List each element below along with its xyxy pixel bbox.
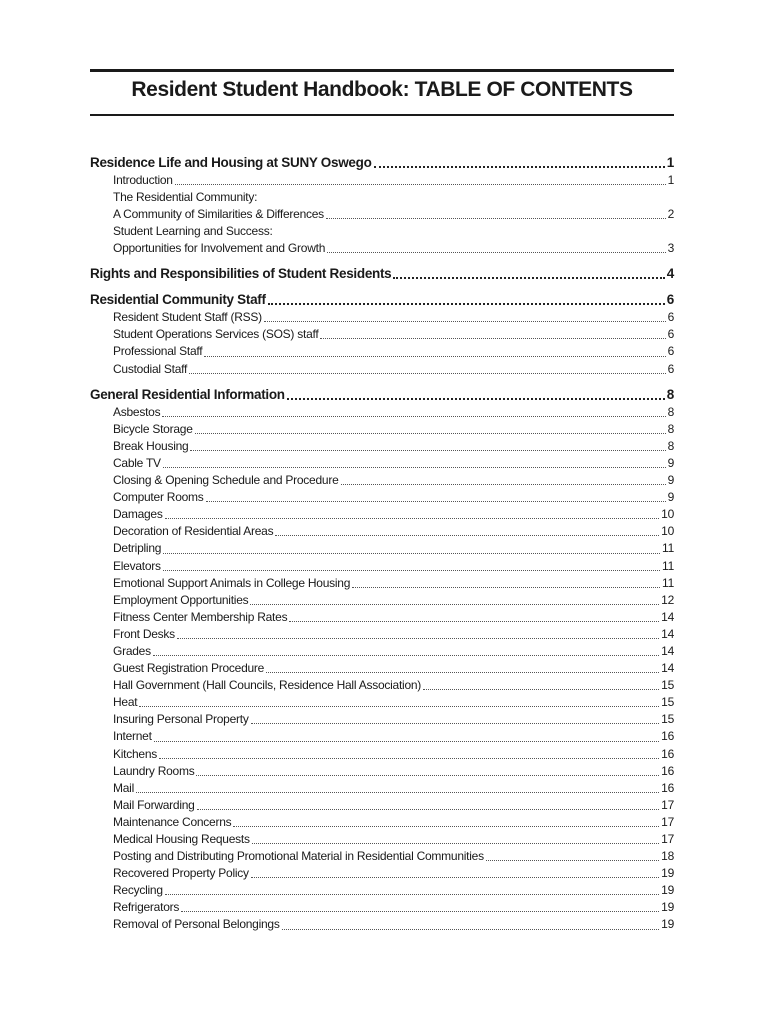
toc-entry-title: Medical Housing Requests: [113, 832, 250, 846]
toc-entry-title: Student Operations Services (SOS) staff: [113, 327, 319, 342]
toc-entry-title: Front Desks: [113, 626, 175, 641]
toc-entry[interactable]: [90, 865, 674, 882]
toc-entry[interactable]: [90, 540, 674, 557]
toc-entry-title: Student Learning and Success:: [113, 224, 273, 239]
toc-entry-title: Computer Rooms: [113, 490, 204, 505]
toc-entry-title: Fitness Center Membership Rates: [113, 609, 288, 624]
toc-entry-title: Guest Registration Procedure: [113, 661, 265, 676]
toc-entry[interactable]: [90, 677, 674, 694]
toc-entry[interactable]: [90, 309, 674, 326]
bottom-rule: [90, 114, 674, 116]
toc-section[interactable]: [90, 154, 674, 172]
toc-entry-title: Opportunities for Involvement and Growth: [113, 241, 326, 256]
toc-subsection-list: [90, 309, 674, 377]
toc-section-title: Rights and Responsibilities of Student Residents: [90, 266, 392, 282]
toc-entry-title: Refrigerators: [113, 900, 180, 915]
toc-entry[interactable]: [90, 882, 674, 899]
toc-leader: [154, 741, 659, 742]
toc-entry-page: 1: [667, 173, 674, 187]
toc-leader: [266, 672, 659, 673]
toc-entry[interactable]: [90, 558, 674, 575]
toc-entry[interactable]: [90, 899, 674, 916]
toc-leader: [251, 877, 659, 878]
toc-entry[interactable]: [90, 240, 674, 257]
toc-entry-title: Removal of Personal Belongings: [113, 917, 280, 932]
toc-leader: [282, 929, 660, 930]
toc-entry[interactable]: [90, 660, 674, 677]
toc-entry-page: 8: [667, 438, 674, 453]
toc-entry[interactable]: [90, 575, 674, 592]
toc-leader: [252, 843, 659, 844]
toc-leader: [136, 792, 659, 793]
toc-entry-title: Insuring Personal Property: [113, 712, 249, 727]
toc-entry[interactable]: [90, 523, 674, 540]
toc-entry[interactable]: [90, 438, 674, 455]
toc-entry-title: Bicycle Storage: [113, 421, 193, 436]
toc-entry-page: 14: [661, 661, 674, 676]
table-of-contents: [90, 154, 674, 934]
toc-leader: [196, 775, 659, 776]
toc-entry-title: Mail: [113, 780, 135, 795]
toc-leader: [206, 501, 666, 502]
toc-entry-title: Kitchens: [113, 746, 158, 761]
toc-leader: [165, 518, 660, 519]
toc-section-title: Residence Life and Housing at SUNY Oswego: [90, 155, 372, 170]
toc-entry[interactable]: [90, 763, 674, 780]
toc-entry[interactable]: [90, 472, 674, 489]
toc-entry-page: 16: [661, 763, 674, 778]
toc-entry-title: Mail Forwarding: [113, 797, 195, 812]
toc-entry-title: A Community of Similarities & Differences: [113, 207, 324, 222]
toc-section-page: 8: [666, 386, 674, 402]
toc-leader: [190, 450, 665, 451]
toc-leader: [326, 218, 666, 219]
toc-entry-title: Professional Staff: [113, 344, 203, 359]
toc-leader: [423, 689, 659, 690]
toc-entry[interactable]: [90, 609, 674, 626]
toc-entry-page: 19: [661, 900, 674, 915]
toc-entry-page: 18: [661, 849, 674, 864]
toc-section[interactable]: [90, 291, 674, 309]
toc-entry-page: 16: [661, 780, 674, 795]
toc-entry-page: 14: [661, 643, 674, 658]
toc-entry[interactable]: [90, 455, 674, 472]
toc-entry[interactable]: [90, 361, 674, 378]
toc-entry-page: 10: [661, 507, 674, 522]
toc-entry[interactable]: [90, 780, 674, 797]
toc-entry-page: 9: [667, 455, 674, 470]
toc-leader: [327, 252, 665, 253]
toc-entry[interactable]: [90, 643, 674, 660]
toc-entry[interactable]: [90, 592, 674, 609]
toc-entry-page: 8: [667, 404, 674, 419]
toc-entry-title: Introduction: [113, 173, 173, 187]
toc-leader: [374, 166, 665, 168]
toc-entry[interactable]: [90, 746, 674, 763]
toc-entry[interactable]: [90, 916, 674, 933]
toc-section[interactable]: [90, 386, 674, 404]
toc-leader: [264, 321, 666, 322]
toc-entry-title: Heat: [113, 695, 138, 710]
toc-entry-title: Asbestos: [113, 404, 161, 419]
toc-leader: [139, 706, 659, 707]
toc-entry-page: 9: [667, 490, 674, 505]
toc-entry[interactable]: [90, 404, 674, 421]
toc-entry-title: Resident Student Staff (RSS): [113, 310, 262, 325]
toc-entry-heading: [90, 189, 674, 206]
toc-entry-title: Internet: [113, 729, 152, 744]
toc-entry-title: Decoration of Residential Areas: [113, 524, 274, 539]
toc-entry-title: Maintenance Concerns: [113, 814, 232, 829]
toc-entry-page: 10: [661, 524, 674, 539]
toc-entry-page: 16: [661, 729, 674, 744]
toc-leader: [320, 338, 665, 339]
toc-entry-page: 17: [661, 832, 674, 846]
toc-entry-title: Emotional Support Animals in College Housing: [113, 575, 351, 590]
toc-entry-page: 11: [662, 558, 674, 573]
toc-leader: [486, 860, 659, 861]
toc-leader: [163, 553, 660, 554]
toc-entry-title: Cable TV: [113, 455, 161, 470]
toc-leader: [153, 655, 659, 656]
toc-entry[interactable]: [90, 506, 674, 523]
toc-entry-page: 14: [661, 609, 674, 624]
toc-entry-page: 19: [661, 917, 674, 932]
toc-section-page: 4: [666, 266, 674, 282]
toc-entry-title: Custodial Staff: [113, 361, 188, 376]
toc-entry[interactable]: [90, 848, 674, 865]
toc-entry-title: Laundry Rooms: [113, 763, 195, 778]
toc-entry-page: 3: [667, 241, 674, 256]
toc-entry[interactable]: [90, 626, 674, 643]
top-rule: [90, 69, 674, 72]
toc-leader: [268, 303, 665, 305]
toc-leader: [250, 604, 659, 605]
toc-entry[interactable]: [90, 206, 674, 223]
toc-entry-title: Hall Government (Hall Councils, Residence Hall Association): [113, 678, 422, 693]
toc-entry[interactable]: [90, 814, 674, 831]
toc-leader: [163, 467, 666, 468]
toc-subsection-list: [90, 404, 674, 934]
toc-leader: [289, 621, 659, 622]
toc-entry[interactable]: [90, 343, 674, 360]
toc-leader: [177, 638, 659, 639]
page-title: Resident Student Handbook: TABLE OF CONTENTS: [131, 78, 633, 101]
toc-leader: [189, 373, 665, 374]
toc-entry[interactable]: [90, 489, 674, 506]
toc-entry-page: 11: [662, 575, 674, 590]
toc-entry-page: 17: [661, 814, 674, 829]
toc-leader: [163, 570, 660, 571]
toc-entry[interactable]: [90, 172, 674, 189]
toc-leader: [251, 723, 660, 724]
toc-entry-title: Recycling: [113, 883, 163, 898]
toc-entry[interactable]: [90, 421, 674, 438]
toc-leader: [195, 433, 666, 434]
toc-leader: [204, 356, 665, 357]
toc-entry-page: 6: [667, 361, 674, 376]
toc-entry-page: 2: [667, 207, 674, 222]
toc-entry-page: 15: [661, 712, 674, 727]
toc-entry-title: Damages: [113, 507, 163, 522]
toc-leader: [275, 535, 659, 536]
toc-leader: [233, 826, 659, 827]
toc-section-page: 1: [666, 155, 674, 170]
toc-section-title: General Residential Information: [90, 386, 285, 402]
toc-entry-page: 6: [667, 327, 674, 342]
toc-leader: [175, 184, 666, 185]
toc-leader: [165, 894, 659, 895]
toc-entry[interactable]: [90, 326, 674, 343]
toc-section[interactable]: [90, 265, 674, 283]
toc-entry-title: The Residential Community:: [113, 190, 258, 205]
toc-entry-title: Grades: [113, 643, 151, 658]
toc-entry-page: 11: [662, 541, 674, 556]
toc-entry[interactable]: [90, 797, 674, 814]
toc-leader: [352, 587, 660, 588]
toc-entry-page: 12: [661, 592, 674, 607]
toc-entry-page: 16: [661, 746, 674, 761]
toc-leader: [162, 416, 665, 417]
toc-entry-title: Closing & Opening Schedule and Procedure: [113, 473, 339, 488]
toc-entry-title: Posting and Distributing Promotional Material in Residential Communities: [113, 849, 484, 864]
toc-entry-page: 9: [667, 473, 674, 488]
toc-entry-page: 17: [661, 797, 674, 812]
toc-entry[interactable]: [90, 711, 674, 728]
toc-section-title: Residential Community Staff: [90, 292, 266, 308]
toc-entry[interactable]: [90, 831, 674, 848]
toc-entry-title: Employment Opportunities: [113, 592, 249, 607]
toc-entry-title: Elevators: [113, 558, 161, 573]
toc-leader: [287, 398, 665, 400]
toc-entry[interactable]: [90, 728, 674, 745]
toc-entry-page: 15: [661, 695, 674, 710]
toc-leader: [341, 484, 666, 485]
toc-entry-page: 14: [661, 626, 674, 641]
toc-entry[interactable]: [90, 694, 674, 711]
toc-entry-title: Break Housing: [113, 438, 189, 453]
toc-entry-page: 6: [667, 310, 674, 325]
toc-leader: [181, 911, 659, 912]
toc-leader: [197, 809, 660, 810]
toc-entry-page: 8: [667, 421, 674, 436]
toc-entry-page: 19: [661, 883, 674, 898]
toc-entry-title: Recovered Property Policy: [113, 866, 249, 881]
toc-entry-page: 6: [667, 344, 674, 359]
toc-section-page: 6: [666, 292, 674, 308]
toc-leader: [393, 277, 664, 279]
toc-entry-page: 15: [661, 678, 674, 693]
toc-entry-heading: [90, 223, 674, 240]
toc-entry-title: Detripling: [113, 541, 162, 556]
toc-leader: [159, 758, 659, 759]
toc-entry-page: 19: [661, 866, 674, 881]
